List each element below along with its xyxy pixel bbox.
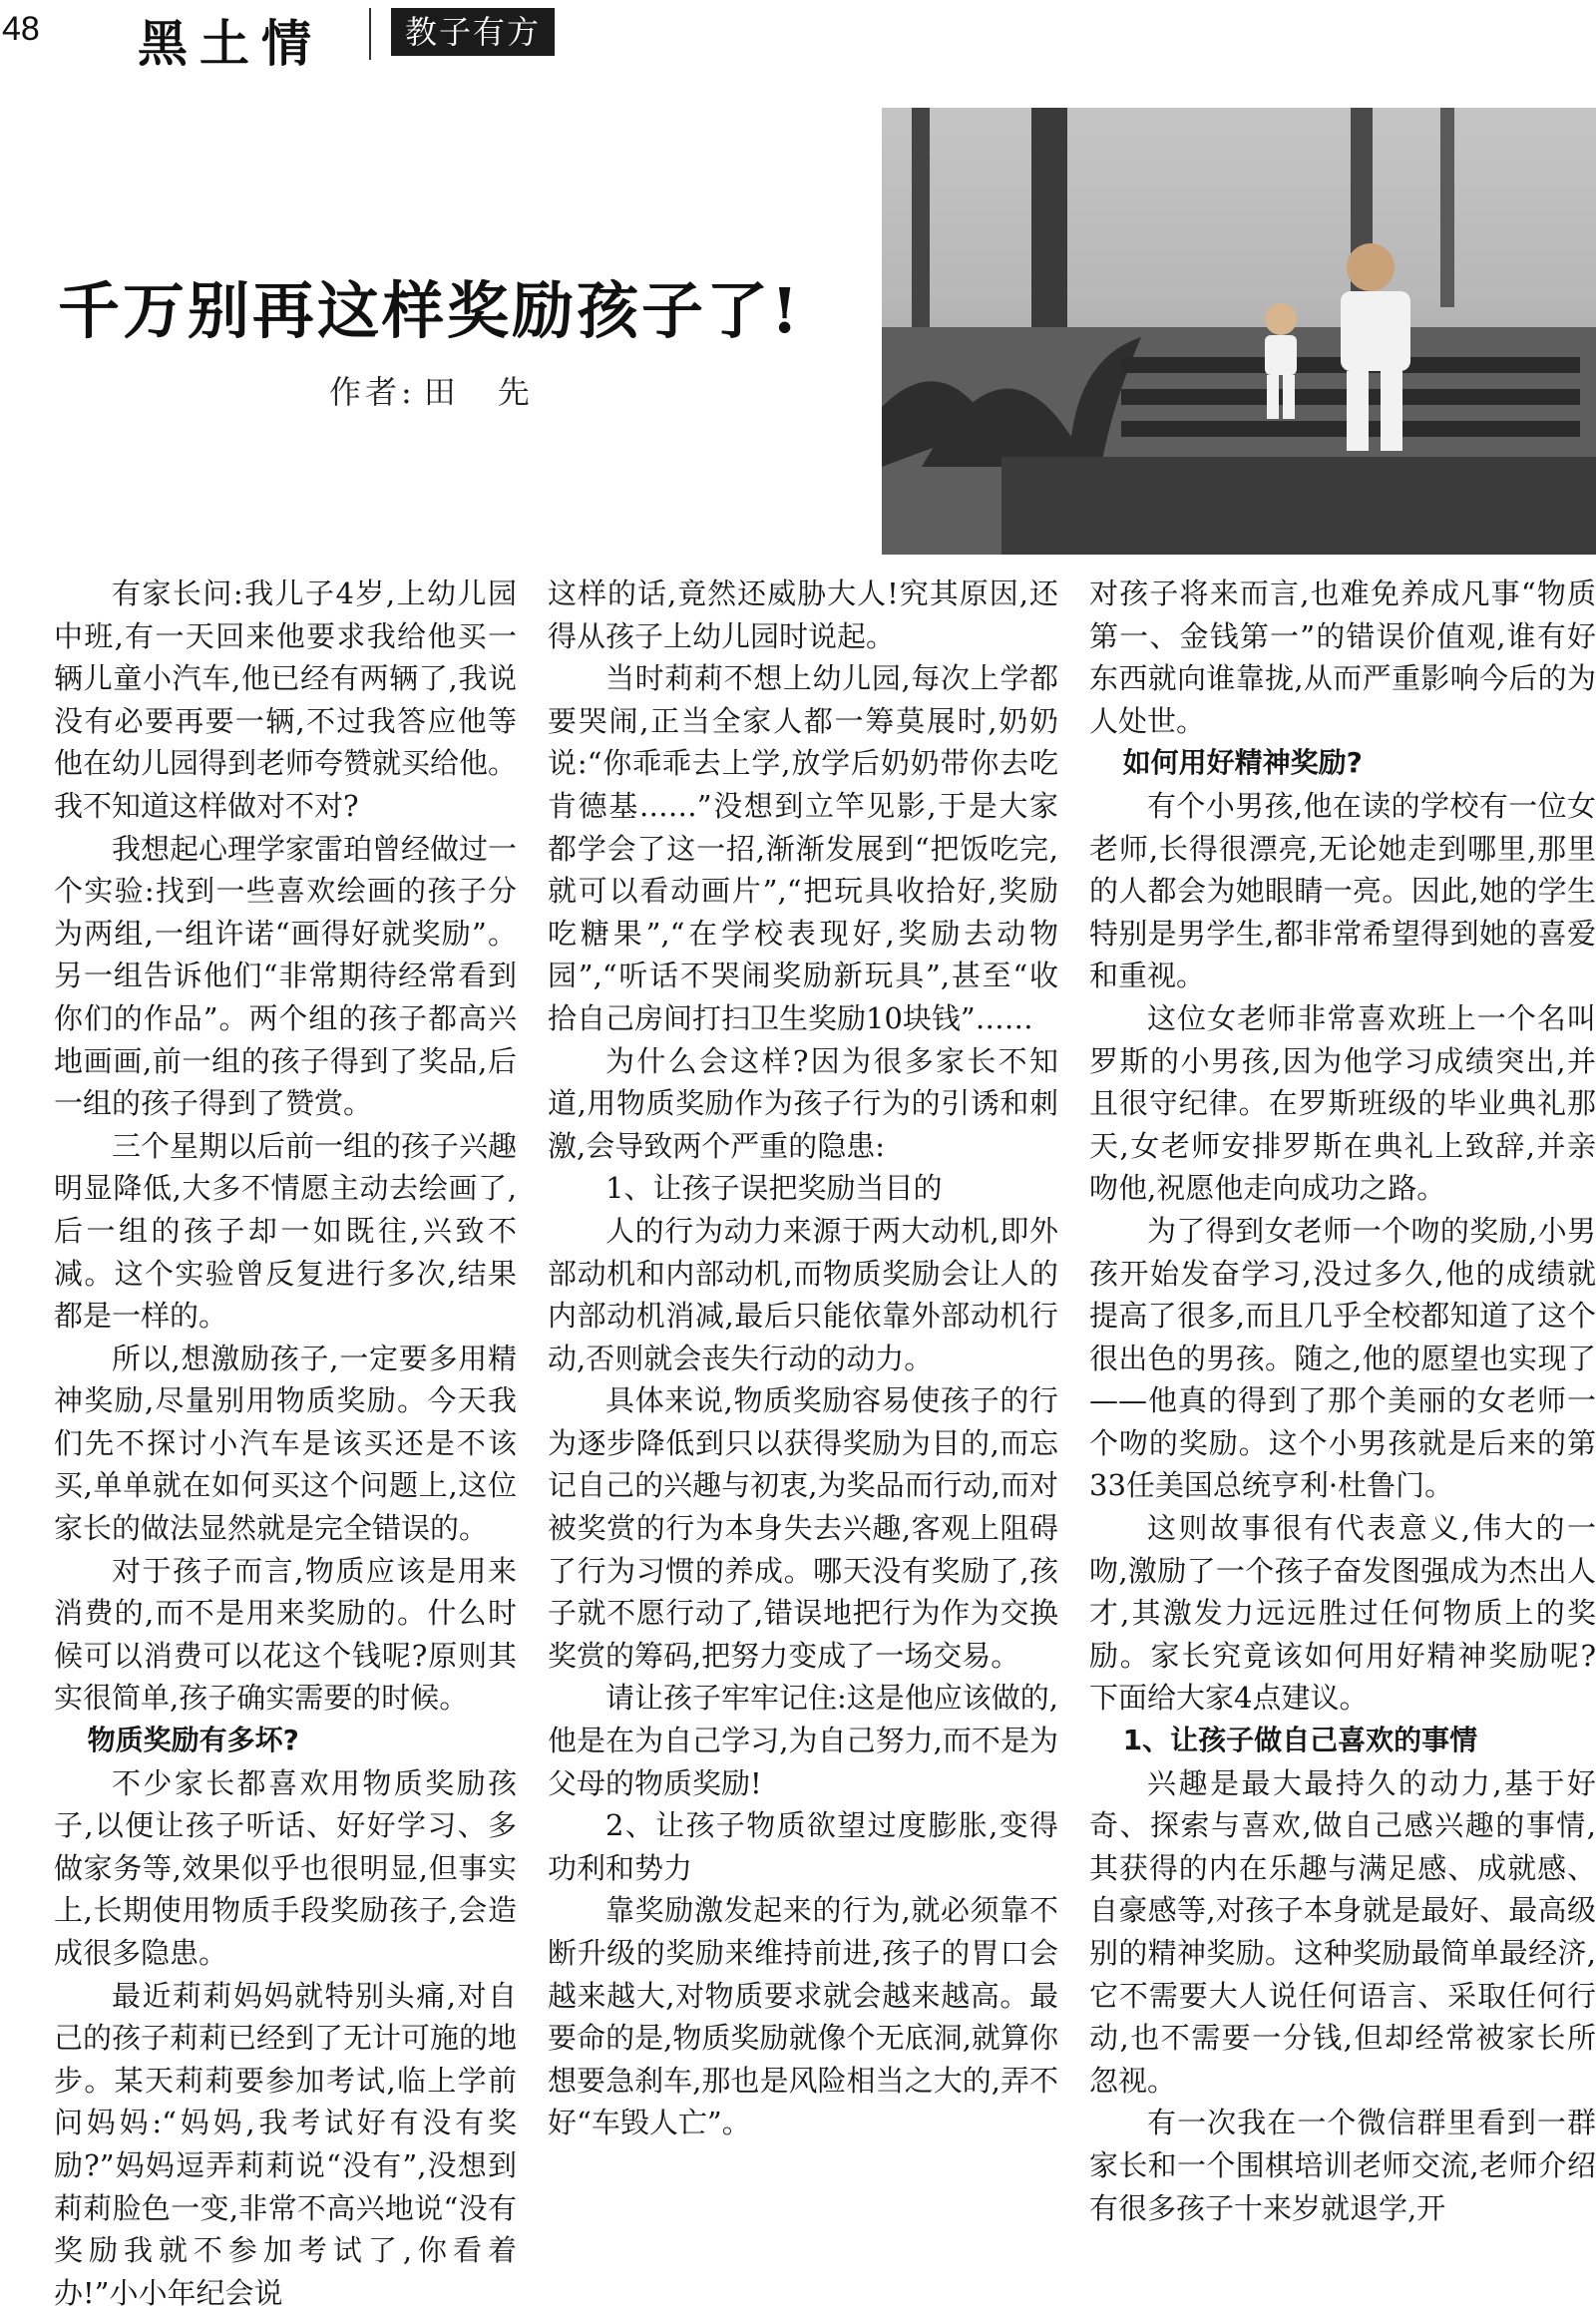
byline <box>329 367 572 413</box>
paragraph: 有一次我在一个微信群里看到一群家长和一个围棋培训老师交流,老师介绍有很多孩子十来岁就退学,开 <box>1089 2106 1596 2225</box>
paragraph: 三个星期以后前一组的孩子兴趣明显降低,大多不情愿主动去绘画了,后一组的孩子却一如既往,兴致不减。这个实验曾反复进行多次,结果都是一样的。 <box>54 1128 518 1334</box>
paragraph: 最近莉莉妈妈就特别头痛,对自己的孩子莉莉已经到了无计可施的地步。某天莉莉要参加考试,临上学前问妈妈:“妈妈,我考试好有没有奖励?”妈妈逗弄莉莉说“没有”,没想到莉莉脸色一变,非常不高兴地说“没有奖励我就不参加考试了,你看着办!”小小年纪会说 <box>54 1978 518 2310</box>
article-column-1 <box>54 573 517 2314</box>
section-heading: 如何用好精神奖励? <box>1122 746 1363 780</box>
paragraph: 兴趣是最大最持久的动力,基于好奇、探索与喜欢,做自己感兴趣的事情,其获得的内在乐趣与满足感、成就感、自豪感等,对孩子本身就是最好、最高级别的精神奖励。这种奖励最简单最经济,它不需要大人说任何语言、采取任何行动,也不需要一分钱,但却经常被家长所忽视。 <box>1089 1765 1596 2098</box>
section-tag: 教子有方 <box>391 8 555 56</box>
section-heading: 1、让孩子做自己喜欢的事情 <box>1122 1724 1478 1757</box>
section-heading: 物质奖励有多坏? <box>87 1724 299 1757</box>
paragraph: 这样的话,竟然还威胁大人!究其原因,还得从孩子上幼儿园时说起。 <box>548 577 1058 653</box>
article-title: 千万别再这样奖励孩子了! <box>58 274 802 347</box>
article-column-2 <box>548 573 1058 2144</box>
paragraph: 所以,想激励孩子,一定要多用精神奖励,尽量别用物质奖励。今天我们先不探讨小汽车是该买还是不该买,单单就在如何买这个问题上,这位家长的做法显然就是完全错误的。 <box>54 1341 517 1546</box>
subheading: 1、让孩子误把奖励当目的 <box>605 1171 943 1206</box>
paragraph: 有个小男孩,他在读的学校有一位女老师,长得很漂亮,无论她走到哪里,那里的人都会为她眼睛一亮。因此,她的学生特别是男学生,都非常希望得到她的喜爱和重视。 <box>1089 788 1596 993</box>
article-photo <box>882 108 1596 555</box>
byline-label: 作者: <box>329 373 416 411</box>
page-number: 48 <box>2 10 40 48</box>
paragraph: 为了得到女老师一个吻的奖励,小男孩开始发奋学习,没过多久,他的成绩就提高了很多,而且几乎全校都知道了这个很出色的男孩。随之,他的愿望也实现了——他真的得到了那个美丽的女老师一个吻的奖励。这个小男孩就是后来的第33任美国总统亨利·杜鲁门。 <box>1089 1213 1596 1503</box>
paragraph: 人的行为动力来源于两大动机,即外部动机和内部动机,而物质奖励会让人的内部动机消减,最后只能依靠外部动机行动,否则就会丧失行动的动力。 <box>548 1213 1058 1375</box>
paragraph: 靠奖励激发起来的行为,就必须靠不断升级的奖励来维持前进,孩子的胃口会越来越大,对物质要求就会越来越高。最要命的是,物质奖励就像个无底洞,就算你想要急刹车,那也是风险相当之大的,弄不好“车毁人亡”。 <box>548 1893 1058 2140</box>
paragraph: 请让孩子牢牢记住:这是他应该做的,他是在为自己学习,为自己努力,而不是为父母的物质奖励! <box>548 1681 1058 1800</box>
header-divider <box>369 8 371 60</box>
paragraph: 对于孩子而言,物质应该是用来消费的,而不是用来奖励的。什么时候可以消费可以花这个钱呢?原则其实很简单,孩子确实需要的时候。 <box>54 1553 517 1716</box>
subheading: 2、让孩子物质欲望过度膨胀,变得功利和势力 <box>548 1808 1058 1885</box>
paragraph: 我想起心理学家雷珀曾经做过一个实验:找到一些喜欢绘画的孩子分为两组,一组许诺“画得好就奖励”。另一组告诉他们“非常期待经常看到你们的作品”。两个组的孩子都高兴地画画,前一组的孩子得到了奖品,后一组的孩子得到了赞赏。 <box>54 831 518 1121</box>
paragraph: 具体来说,物质奖励容易使孩子的行为逐步降低到只以获得奖励为目的,而忘记自己的兴趣与初衷,为奖品而行动,而对被奖赏的行为本身失去兴趣,客观上阻碍了行为习惯的养成。哪天没有奖励了,孩子就不愿行动了,错误地把行为作为交换奖赏的筹码,把努力变成了一场交易。 <box>548 1383 1058 1673</box>
photo-father-child-icon <box>882 108 1596 555</box>
author-name: 田先 <box>423 373 572 411</box>
paragraph: 对孩子将来而言,也难免养成凡事“物质第一、金钱第一”的错误价值观,谁有好东西就向谁靠拢,从而严重影响今后的为人处世。 <box>1089 577 1596 738</box>
paragraph: 当时莉莉不想上幼儿园,每次上学都要哭闹,正当全家人都一筹莫展时,奶奶说:“你乖乖去上学,放学后奶奶带你去吃肯德基……”没想到立竿见影,于是大家都学会了这一招,渐渐发展到“把饭吃完,就可以看动画片”,“把玩具收拾好,奖励吃糖果”,“在学校表现好,奖励去动物园”,“听话不哭闹奖励新玩具”,甚至“收拾自己房间打扫卫生奖励10块钱”…… <box>548 661 1058 1035</box>
paragraph: 这位女老师非常喜欢班上一个名叫罗斯的小男孩,因为他学习成绩突出,并且很守纪律。在罗斯班级的毕业典礼那天,女老师安排罗斯在典礼上致辞,并亲吻他,祝愿他走向成功之路。 <box>1089 1000 1596 1206</box>
article-column-3 <box>1089 573 1596 2229</box>
paragraph: 不少家长都喜欢用物质奖励孩子,以便让孩子听话、好好学习、多做家务等,效果似乎也很明显,但事实上,长期使用物质手段奖励孩子,会造成很多隐患。 <box>54 1765 517 1970</box>
paragraph: 这则故事很有代表意义,伟大的一吻,激励了一个孩子奋发图强成为杰出人才,其激发力远远胜过任何物质上的奖励。家长究竟该如何用好精神奖励呢?下面给大家4点建议。 <box>1089 1511 1596 1716</box>
paragraph: 有家长问:我儿子4岁,上幼儿园中班,有一天回来他要求我给他买一辆儿童小汽车,他已经有两辆了,我说没有必要再要一辆,不过我答应他等他在幼儿园得到老师夸赞就买给他。我不知道这样做对不对? <box>54 577 518 823</box>
magazine-name: 黑土情 <box>138 14 323 73</box>
paragraph: 为什么会这样?因为很多家长不知道,用物质奖励作为孩子行为的引诱和刺激,会导致两个严重的隐患: <box>548 1043 1058 1163</box>
